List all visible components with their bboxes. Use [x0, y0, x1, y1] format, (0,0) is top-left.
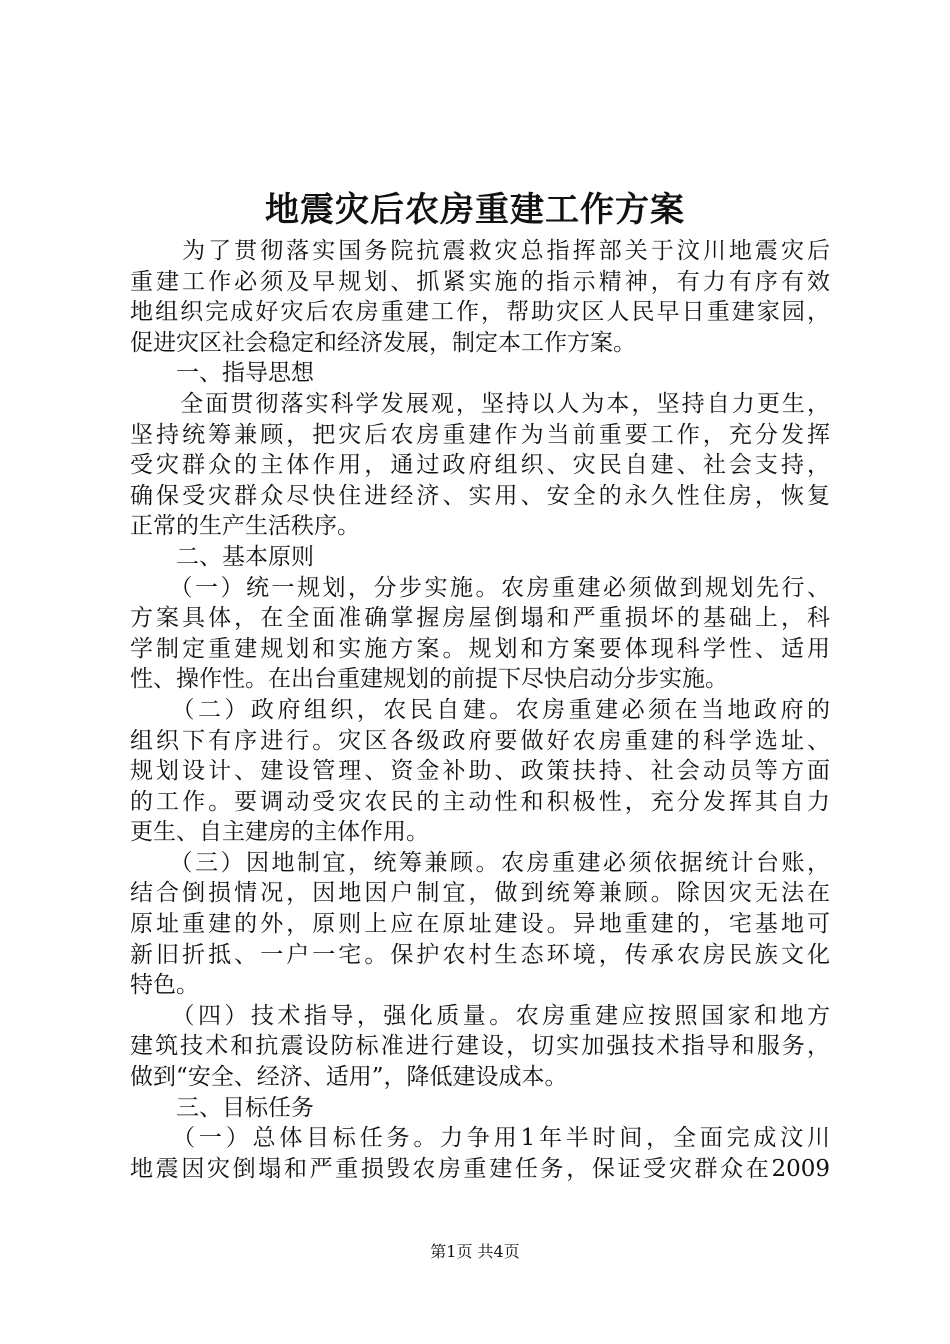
body-line: 的工作。要调动受灾农民的主动性和积极性，充分发挥其自力: [130, 788, 830, 815]
body-line: 地组织完成好灾后农房重建工作，帮助灾区人民早日重建家园，: [130, 299, 830, 326]
body-line: 组织下有序进行。灾区各级政府要做好农房重建的科学选址、: [130, 727, 830, 754]
body-line: 性、操作性。在出台重建规划的前提下尽快启动分步实施。: [130, 666, 728, 693]
body-line: 坚持统筹兼顾，把灾后农房重建作为当前重要工作，充分发挥: [130, 421, 830, 448]
body-line: （三）因地制宜，统筹兼顾。农房重建必须依据统计台账，: [130, 849, 830, 876]
body-line: （一）统一规划，分步实施。农房重建必须做到规划先行、: [130, 574, 830, 601]
document-body: [130, 236, 830, 1184]
body-line: 做到“安全、经济、适用”，降低建设成本。: [130, 1064, 568, 1091]
body-line: 学制定重建规划和实施方案。规划和方案要体现科学性、适用: [130, 635, 830, 662]
body-line: （四）技术指导，强化质量。农房重建应按照国家和地方: [130, 1002, 830, 1029]
body-line: 正常的生产生活秩序。: [130, 513, 360, 540]
body-line: 规划设计、建设管理、资金补助、政策扶持、社会动员等方面: [130, 758, 830, 785]
body-line: 全面贯彻落实科学发展观，坚持以人为本，坚持自力更生，: [130, 390, 830, 417]
body-line: 新旧折抵、一户一宅。保护农村生态环境，传承农房民族文化: [130, 941, 830, 968]
body-line: 更生、自主建房的主体作用。: [130, 819, 429, 846]
body-line: （二）政府组织，农民自建。农房重建必须在当地政府的: [130, 696, 830, 723]
body-line: 地震因灾倒塌和严重损毁农房重建任务，保证受灾群众在2009: [130, 1155, 830, 1182]
body-line: 促进灾区社会稳定和经济发展，制定本工作方案。: [130, 329, 636, 356]
document-title: 地震灾后农房重建工作方案: [265, 190, 685, 230]
body-line: 特色。: [130, 972, 199, 999]
body-line: 方案具体，在全面准确掌握房屋倒塌和严重损坏的基础上，科: [130, 605, 830, 632]
body-line: 重建工作必须及早规划、抓紧实施的指示精神，有力有序有效: [130, 268, 830, 295]
body-line: 为了贯彻落实国务院抗震救灾总指挥部关于汶川地震灾后: [130, 238, 830, 264]
body-line: 受灾群众的主体作用，通过政府组织、灾民自建、社会支持，: [130, 452, 830, 479]
body-line: 确保受灾群众尽快住进经济、实用、安全的永久性住房，恢复: [130, 482, 830, 509]
body-line: 建筑技术和抗震设防标准进行建设，切实加强技术指导和服务，: [130, 1033, 830, 1060]
body-line: 三、目标任务: [130, 1094, 314, 1121]
body-line: 原址重建的外，原则上应在原址建设。异地重建的，宅基地可: [130, 911, 830, 938]
body-line: 结合倒损情况，因地因户制宜，做到统筹兼顾。除因灾无法在: [130, 880, 830, 907]
page-footer: 第1页 共4页: [430, 1242, 520, 1261]
body-line: （一）总体目标任务。力争用1年半时间，全面完成汶川: [130, 1125, 830, 1152]
body-line: 一、指导思想: [130, 360, 314, 387]
body-line: 二、基本原则: [130, 543, 314, 570]
